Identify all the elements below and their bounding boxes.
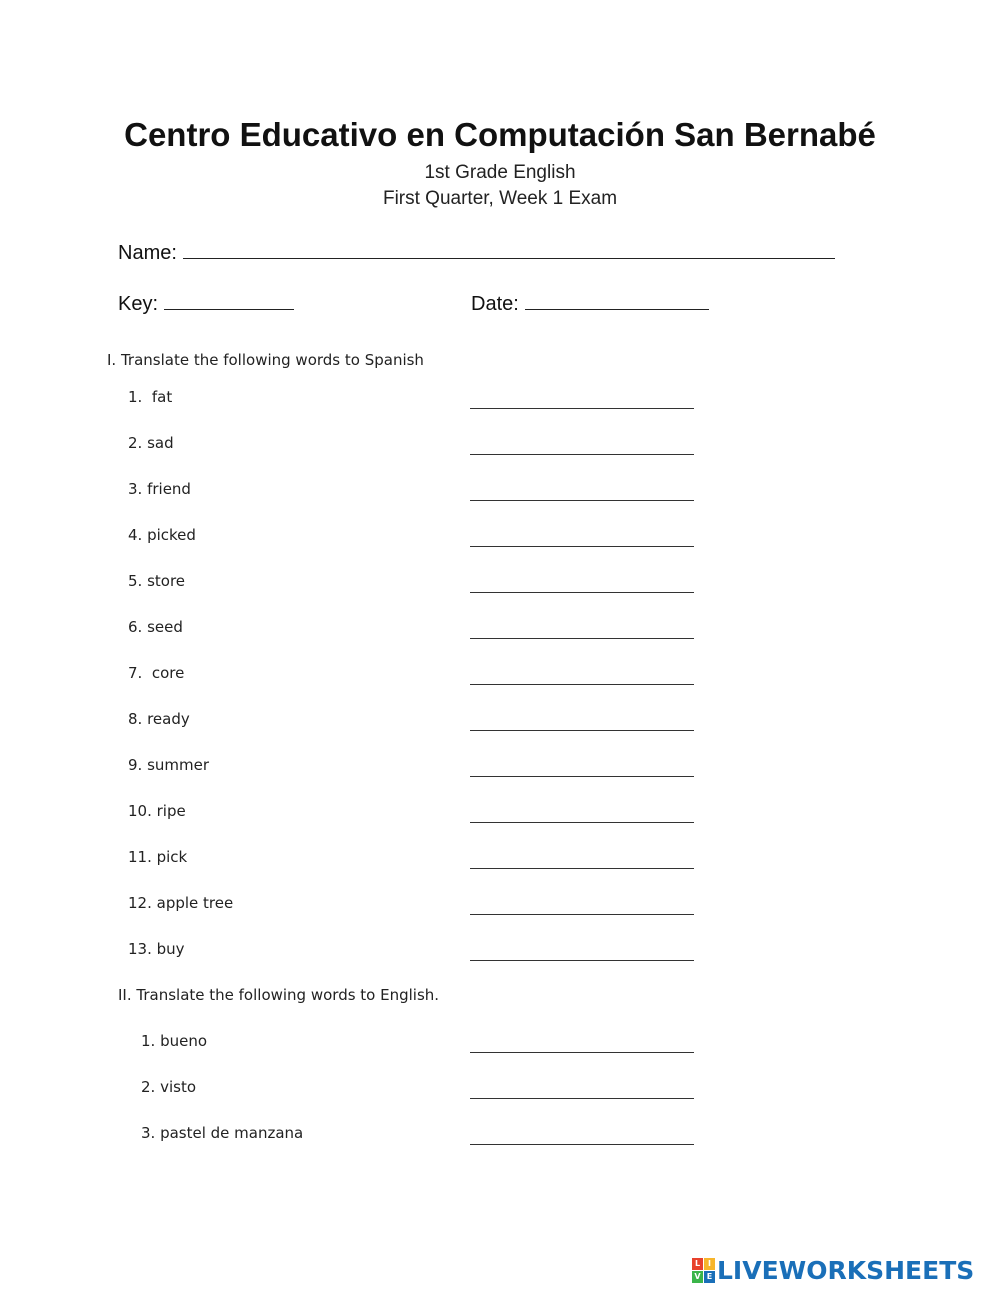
answer-input[interactable] bbox=[470, 1074, 694, 1099]
logo-mark-v: V bbox=[692, 1271, 703, 1283]
course-subtitle: 1st Grade English bbox=[424, 162, 576, 183]
date-line[interactable] bbox=[525, 289, 709, 310]
date-field bbox=[471, 289, 709, 316]
list-item: 2. sad bbox=[128, 434, 174, 452]
logo-mark-l: L bbox=[692, 1258, 703, 1270]
list-item: 1. fat bbox=[128, 388, 173, 406]
list-item: 12. apple tree bbox=[128, 894, 234, 912]
answer-input[interactable] bbox=[470, 798, 694, 823]
answer-input[interactable] bbox=[470, 614, 694, 639]
name-label: Name: bbox=[118, 242, 177, 264]
answer-input[interactable] bbox=[470, 430, 694, 455]
date-label: Date: bbox=[471, 293, 519, 315]
name-field bbox=[118, 238, 835, 265]
answer-input[interactable] bbox=[470, 384, 694, 409]
school-title: Centro Educativo en Computación San Bernabé bbox=[124, 116, 876, 153]
logo-text: LIVEWORKSHEETS bbox=[717, 1255, 975, 1285]
answer-input[interactable] bbox=[470, 936, 694, 961]
answer-input[interactable] bbox=[470, 752, 694, 777]
key-line[interactable] bbox=[164, 289, 294, 310]
key-field bbox=[118, 289, 294, 316]
list-item: 10. ripe bbox=[128, 802, 186, 820]
list-item: 4. picked bbox=[128, 526, 196, 544]
list-item: 3. pastel de manzana bbox=[141, 1124, 304, 1142]
list-item: 8. ready bbox=[128, 710, 190, 728]
list-item: 11. pick bbox=[128, 848, 188, 866]
logo-mark-e: E bbox=[704, 1271, 715, 1283]
key-label: Key: bbox=[118, 293, 159, 315]
list-item: 6. seed bbox=[128, 618, 183, 636]
list-item: 13. buy bbox=[128, 940, 185, 958]
list-item: 7. core bbox=[128, 664, 185, 682]
answer-input[interactable] bbox=[470, 568, 694, 593]
answer-input[interactable] bbox=[470, 522, 694, 547]
answer-input[interactable] bbox=[470, 844, 694, 869]
answer-input[interactable] bbox=[470, 890, 694, 915]
answer-input[interactable] bbox=[470, 1028, 694, 1053]
answer-input[interactable] bbox=[470, 476, 694, 501]
answer-input[interactable] bbox=[470, 660, 694, 685]
logo-mark-i: I bbox=[704, 1258, 715, 1270]
section-2-title: II. Translate the following words to English. bbox=[118, 986, 440, 1004]
answer-input[interactable] bbox=[470, 1120, 694, 1145]
section-1-title: I. Translate the following words to Spanish bbox=[107, 351, 424, 369]
logo-mark-icon bbox=[692, 1258, 714, 1282]
list-item: 9. summer bbox=[128, 756, 210, 774]
answer-input[interactable] bbox=[470, 706, 694, 731]
list-item: 2. visto bbox=[141, 1078, 196, 1096]
name-line[interactable] bbox=[183, 238, 835, 259]
list-item: 3. friend bbox=[128, 480, 191, 498]
exam-subtitle: First Quarter, Week 1 Exam bbox=[382, 188, 618, 209]
liveworksheets-logo[interactable] bbox=[692, 1256, 974, 1284]
list-item: 1. bueno bbox=[141, 1032, 208, 1050]
list-item: 5. store bbox=[128, 572, 186, 590]
